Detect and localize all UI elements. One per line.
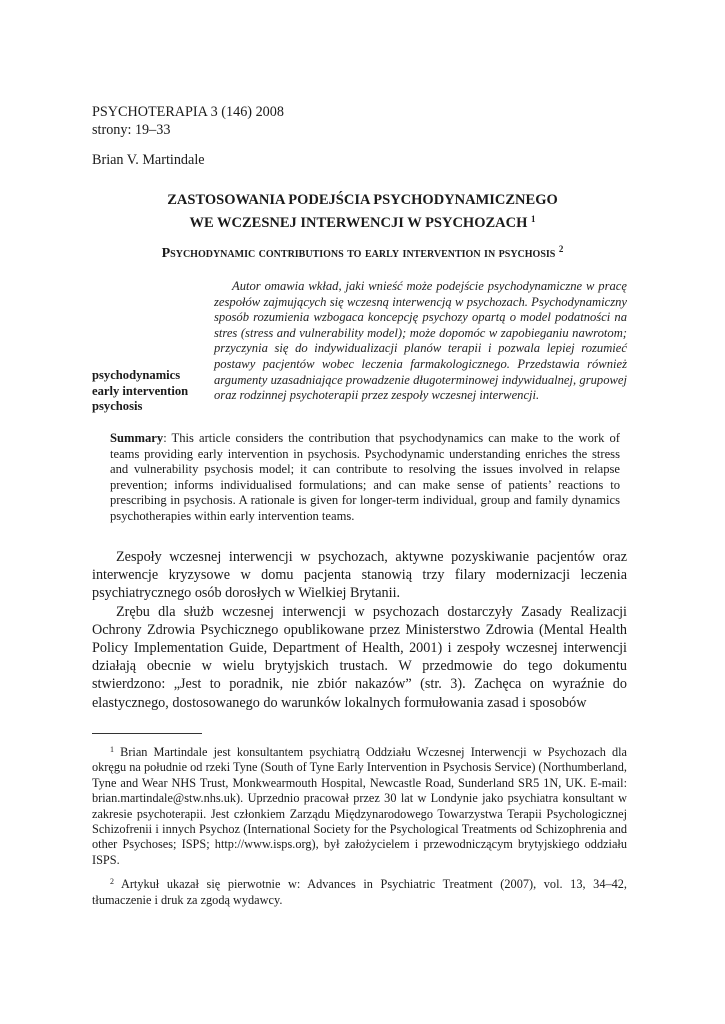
author-name: Brian V. Martindale (92, 152, 205, 168)
article-subtitle (60, 244, 665, 262)
keyword: early intervention (92, 383, 189, 398)
summary-english (110, 431, 620, 525)
subtitle-text: Psychodynamic contributions to early intervention in psychosis (161, 246, 556, 261)
title-line-1: ZASTOSOWANIA PODEJŚCIA PSYCHODYNAMICZNEGO (167, 192, 558, 208)
footnote-2 (92, 874, 627, 908)
body-paragraph: Zrębu dla służb wczesnej interwencji w psychozach dostarczyły Zasady Realizacji Ochrony Zdrowia Psychicznego opublikowane przez Ministerstwo Zdrowia (Mental Health Policy Implementation Guide, Department of Health, 2001) i zespoły wczesnej interwencji działają obecnie w wielu brytyjskich trustach. W przedmowie do tego dokumentu stwierdzono: „Jest to poradnik, nie zbiór nakazów” (str. 3). Zachęca on wyraźnie do elastycznego, dostosowanego do warunków lokalnych formułowania zasad i sposobów (92, 603, 627, 711)
body-paragraph: Zespoły wczesnej interwencji w psychozach, aktywne pozyskiwanie pacjentów oraz interwencje kryzysowe w domu pacjenta stanowią trzy filary modernizacji leczenia psychiatrycznego osób dorosłych w Wielkiej Brytanii. (92, 549, 627, 602)
footnote-1 (92, 742, 627, 868)
footnote-marker: 1 (110, 745, 114, 754)
page-range: strony: 19–33 (92, 122, 171, 138)
keyword: psychosis (92, 399, 143, 414)
journal-header (92, 103, 284, 139)
footnote-text: Artykuł ukazał się pierwotnie w: Advances in Psychiatric Treatment (2007), vol. 13, 34–42, tłumaczenie i druk za zgodą wydawcy. (92, 877, 627, 907)
subtitle-footnote-marker[interactable]: 2 (558, 244, 564, 254)
footnotes (92, 742, 627, 914)
keyword: psychodynamics (92, 368, 181, 382)
footnote-marker: 2 (110, 877, 114, 887)
keywords (92, 368, 210, 415)
summary-text: : This article considers the contribution that psychodynamics can make to the work of teams providing early intervention in psychosis. Psychodynamic understanding enriches the stress and vulnerability psychosis model; it can contribute to resolving the issues involved in relapse prevention; informs individualised formulations; and can make sense of patients’ reactions to prescribing in psychosis. A rationale is given for longer-term individual, group and family dynamics psychotherapies within early intervention teams. (110, 431, 620, 523)
body-text (92, 548, 627, 712)
title-line-2: WE WCZESNEJ INTERWENCJI W PSYCHOZACH (189, 215, 528, 231)
title-footnote-marker[interactable]: 1 (531, 214, 536, 224)
footnote-divider (92, 733, 202, 734)
footnote-text: Brian Martindale jest konsultantem psychiatrą Oddziału Wczesnej Interwencji w Psychozach dla okręgu na południe od rzeki Tyne (South of Tyne Early Intervention in Psychosis Service) (Northumberland, Tyne and Wear NHS Trust, Monkwearmouth Hospital, Newcastle Road, Sunderland SR5 1N, UK. E-mail: brian.martindale@stw.nhs.uk). Uprzednio pracował przez 30 lat w Londynie jako psychiatra konsultant w zakresie psychoterapii. Jest członkiem Zarządu Międzynarodowego Towarzystwa Terapii Psychologicznej Schizofrenii i innych Psychoz (International Society for the Psychological Treatments od Schizophrenia and other Psychoses; ISPS; http://www.isps.org), był założycielem i przewodniczącym brytyjskiego oddziału ISPS. (92, 745, 627, 867)
journal-issue: PSYCHOTERAPIA 3 (146) 2008 (92, 104, 284, 120)
article-title (60, 191, 665, 233)
abstract-polish: Autor omawia wkład, jaki wnieść może podejście psychodynamiczne w pracę zespołów zajmujących się wczesną interwencją w psychozach. Psychodynamiczny sposób rozumienia wzbogaca koncepcję psychozy opartą o model podatności na stres (stress and vulnerability model); może dopomóc w zapobieganiu nawrotom; przyczynia się do indywidualizacji planów terapii i pozwala lepiej rozumieć postawy pacjentów wobec leczenia farmakologicznego. Przedstawia również argumenty uzasadniające prowadzenie długoterminowej indywidualnej, grupowej oraz rodzinnej psychoterapii przez zespoły wczesnej interwencji. (214, 279, 627, 403)
summary-label: Summary (110, 431, 164, 445)
